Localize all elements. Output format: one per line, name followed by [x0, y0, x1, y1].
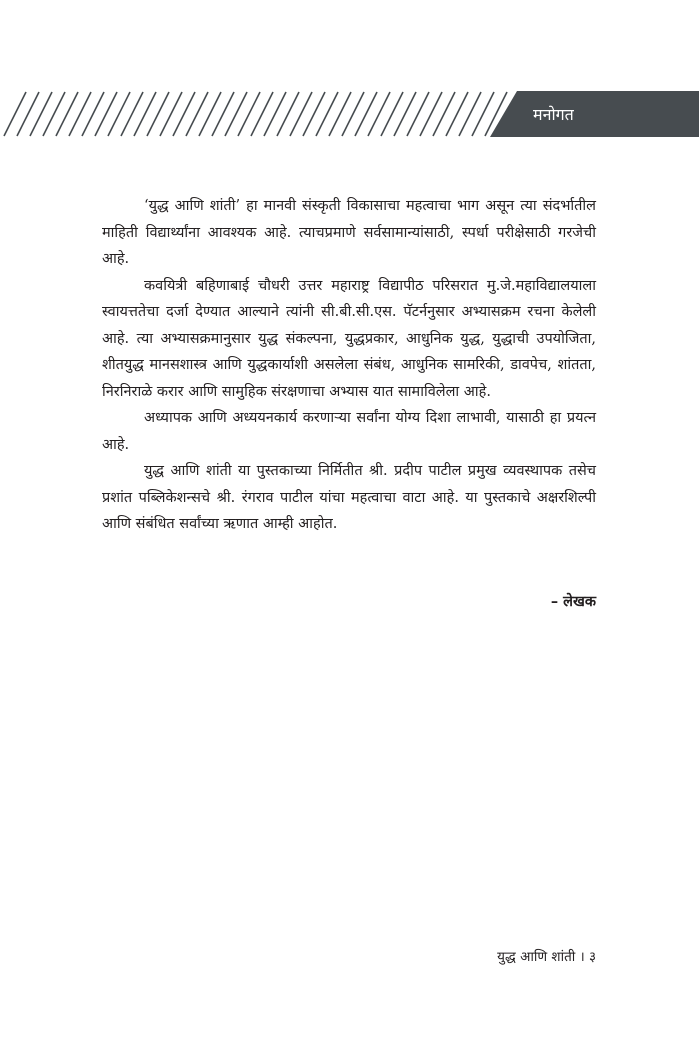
- stripe-line: [368, 92, 390, 136]
- stripe-line: [238, 92, 260, 136]
- paragraph-1: ‘युद्ध आणि शांती’ हा मानवी संस्कृती विकासाचा महत्वाचा भाग असून त्या संदर्भातील माहिती विद्यार्थ्यांना आवश्यक आहे. त्याचप्रमाणे सर्वसामान्यांसाठी, स्पर्धा परीक्षेसाठी गरजेची आहे.: [102, 198, 596, 267]
- stripe-line: [95, 92, 117, 136]
- stripe-line: [342, 92, 364, 136]
- stripe-line: [82, 92, 104, 136]
- stripe-line: [147, 92, 169, 136]
- stripe-line: [199, 92, 221, 136]
- stripe-line: [108, 92, 130, 136]
- author-signature: – लेखक: [550, 594, 596, 610]
- stripe-line: [212, 92, 234, 136]
- stripe-line: [446, 92, 468, 136]
- stripe-line: [121, 92, 143, 136]
- stripe-line: [459, 92, 481, 136]
- stripe-line: [329, 92, 351, 136]
- stripe-line: [69, 92, 91, 136]
- stripe-line: [160, 92, 182, 136]
- stripe-line: [251, 92, 273, 136]
- preface-body: [102, 193, 596, 538]
- stripe-line: [56, 92, 78, 136]
- paragraph-3: अध्यापक आणि अध्ययनकार्य करणाऱ्या सर्वांना योग्य दिशा लाभावी, यासाठी हा प्रयत्न आहे.: [102, 410, 596, 453]
- stripe-line: [264, 92, 286, 136]
- page-footer: युद्ध आणि शांती । ३: [497, 949, 596, 965]
- paragraph-2: कवयित्री बहिणाबाई चौधरी उत्तर महाराष्ट्र विद्यापीठ परिसरात मु.जे.महाविद्यालयाला स्वायत्ततेचा दर्जा देण्यात आल्याने त्यांनी सी.बी.सी.एस. पॅटर्ननुसार अभ्यासक्रम रचना केलेली आहे. त्या अभ्यासक्रमानुसार युद्ध संकल्पना, युद्धप्रकार, आधुनिक युद्ध, युद्धाची उपयोजिता, शीतयुद्ध मानसशास्त्र आणि युद्धकार्याशी असलेला संबंध, आधुनिक सामरिकी, डावपेच, शांतता, निरनिराळे करार आणि सामुहिक संरक्षणाचा अभ्यास यात सामाविलेला आहे.: [102, 277, 596, 400]
- stripe-line: [407, 92, 429, 136]
- stripe-line: [186, 92, 208, 136]
- section-title: मनोगत: [533, 105, 574, 124]
- stripe-line: [43, 92, 65, 136]
- stripe-line: [225, 92, 247, 136]
- paragraph-4: युद्ध आणि शांती या पुस्तकाच्या निर्मितीत श्री. प्रदीप पाटील प्रमुख व्यवस्थापक तसेच प्रशांत पब्लिकेशन्सचे श्री. रंगराव पाटील यांचा महत्वाचा वाटा आहे. या पुस्तकाचे अक्षरशिल्पी आणि संबंधित सर्वांच्या ऋणात आम्ही आहोत.: [102, 463, 596, 532]
- stripe-line: [420, 92, 442, 136]
- stripe-line: [355, 92, 377, 136]
- stripe-line: [316, 92, 338, 136]
- stripe-line: [303, 92, 325, 136]
- stripe-line: [277, 92, 299, 136]
- stripe-line: [17, 92, 39, 136]
- stripe-line: [290, 92, 312, 136]
- stripe-line: [433, 92, 455, 136]
- stripe-line: [472, 92, 494, 136]
- stripe-line: [394, 92, 416, 136]
- stripe-line: [381, 92, 403, 136]
- stripe-line: [173, 92, 195, 136]
- diagonal-stripes: [4, 92, 520, 136]
- stripe-line: [30, 92, 52, 136]
- stripe-line: [134, 92, 156, 136]
- stripe-line: [4, 92, 26, 136]
